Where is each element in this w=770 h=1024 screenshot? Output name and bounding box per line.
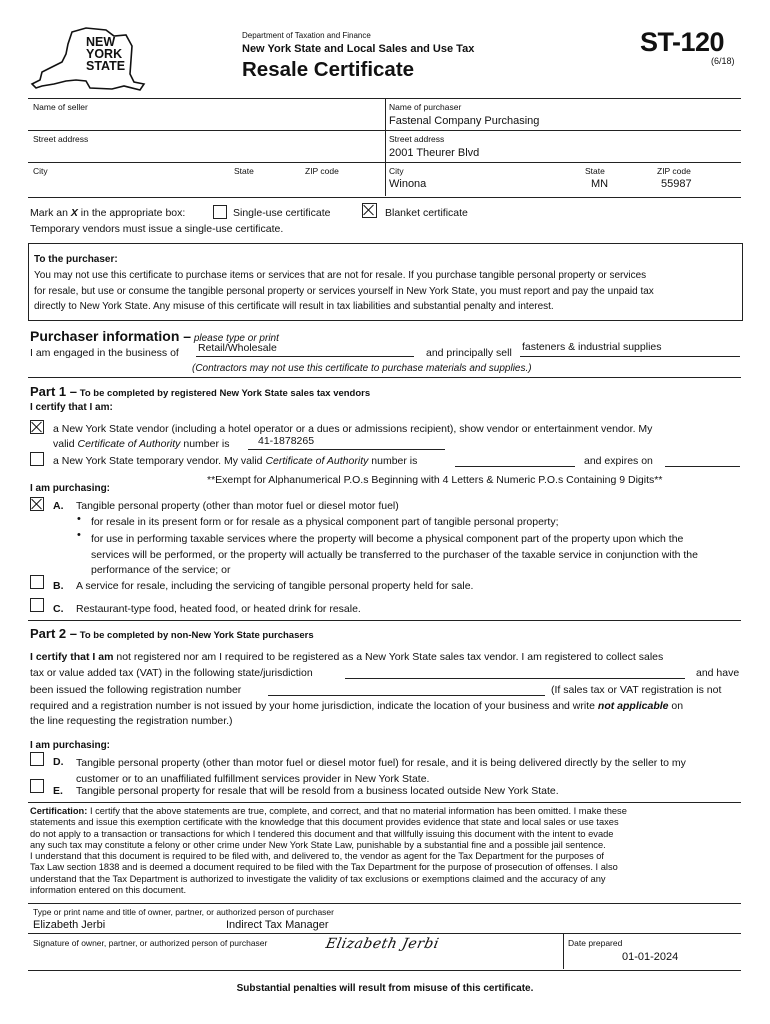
option-e-checkbox[interactable] xyxy=(30,779,44,793)
option-e-text: Tangible personal property for resale that will be resold from a business located outside New York State. xyxy=(76,785,559,797)
notice-line: for resale, but use or consume the tangible personal property or services yourself in New York State, you must report and pay the unpaid tax xyxy=(34,285,654,297)
business-field[interactable] xyxy=(196,344,414,357)
temp-authority-field[interactable] xyxy=(455,453,575,467)
temp-vendor-checkbox[interactable] xyxy=(30,452,44,466)
section-divider xyxy=(28,377,741,378)
form-title: Resale Certificate xyxy=(242,58,415,81)
part1-certify: I certify that I am: xyxy=(30,402,113,413)
section-divider xyxy=(28,802,741,803)
part2-if-note: (If sales tax or VAT registration is not xyxy=(551,684,722,696)
temp-vendor-text: a New York State temporary vendor. My valid xyxy=(53,455,263,467)
purchaser-zip-field[interactable]: 55987 xyxy=(661,178,692,190)
signer-title-field[interactable]: Indirect Tax Manager xyxy=(226,919,329,931)
seller-city-label: City xyxy=(33,166,48,176)
certification-line: information entered on this document. xyxy=(30,885,187,896)
mark-intro-x: X xyxy=(70,207,78,219)
form-number: ST-120 xyxy=(640,27,725,57)
option-b-checkbox[interactable] xyxy=(30,575,44,589)
date-divider xyxy=(563,933,564,969)
bullet-icon: • xyxy=(77,513,81,525)
notice-line: You may not use this certificate to purchase items or services that are not for resale. If you purchase tangible personal property or services xyxy=(34,270,647,281)
seller-street-label: Street address xyxy=(33,134,89,144)
purchaser-info-title: Purchaser information – xyxy=(30,328,192,344)
option-d-line: customer or to an unaffiliated fulfillment services provider in New York State. xyxy=(76,772,430,785)
certification-line: do not apply to a transaction or transactions for which I tendered this document and that willfully issuing this document with the intent to evade xyxy=(30,828,614,839)
not-applicable-text: not applicable xyxy=(597,700,669,712)
vendor-line-2 xyxy=(53,438,229,450)
option-a-bullet-2 xyxy=(91,532,698,579)
bullet-2-line: for use in performing taxable services where the property will become a physical component part of the property upon which the xyxy=(91,533,684,545)
seller-state-label: State xyxy=(234,166,254,176)
certification-heading: Certification: xyxy=(30,806,88,816)
temp-vendor-line xyxy=(53,455,417,467)
footer-warning: Substantial penalties will result from misuse of this certificate. xyxy=(236,983,534,994)
option-d-text xyxy=(76,756,686,787)
part1-heading xyxy=(30,384,370,399)
date-field[interactable]: 01-01-2024 xyxy=(622,951,679,963)
temporary-vendor-note: Temporary vendors must issue a single-use certificate. xyxy=(30,223,284,235)
sell-label: and principally sell xyxy=(426,347,512,359)
purchaser-city-label: City xyxy=(389,166,404,176)
option-b-letter: B. xyxy=(53,580,64,592)
exempt-note: **Exempt for Alphanumerical P.O.s Beginning with 4 Letters & Numeric P.O.s Containing 9 Digits** xyxy=(207,474,663,486)
part2-line-4-text: required and a registration number is not issued by your home jurisdiction, indicate the location of your business and write xyxy=(30,700,595,712)
certification-line: Tax Law section 1838 and is deemed a document required to be filed with the Tax Department for the purpose of prosecution of offenses. I also xyxy=(30,862,618,873)
jurisdiction-field[interactable] xyxy=(345,665,685,679)
authority-number-value: 41-1878265 xyxy=(258,435,315,447)
contractor-note: (Contractors may not use this certificate to purchase materials and supplies.) xyxy=(192,363,532,374)
mark-intro-pre: Mark an xyxy=(30,207,68,219)
part2-title: Part 2 – xyxy=(30,626,77,641)
blanket-checkbox[interactable] xyxy=(362,203,377,218)
part1-subtitle: To be completed by registered New York State sales tax vendors xyxy=(79,388,371,399)
section-divider xyxy=(28,620,741,621)
sell-value: fasteners & industrial supplies xyxy=(522,341,662,353)
purchaser-state-label: State xyxy=(585,166,605,176)
part2-line-5: the line requesting the registration number.) xyxy=(30,715,233,727)
form-subtitle: New York State and Local Sales and Use Tax xyxy=(242,43,475,55)
temp-number-text: number is xyxy=(371,455,418,467)
bullet-icon: • xyxy=(77,529,81,541)
part2-line-1 xyxy=(30,651,663,663)
option-d-line: Tangible personal property (other than motor fuel or diesel motor fuel) for resale, and it is being delivered directly by the seller to my xyxy=(76,757,686,769)
part2-certify: I certify that I am xyxy=(30,651,114,663)
business-label: I am engaged in the business of xyxy=(30,347,179,359)
option-c-text: Restaurant-type food, heated food, or heated drink for resale. xyxy=(76,603,361,615)
vertical-divider xyxy=(385,98,386,196)
purchaser-info-note: please type or print xyxy=(193,333,279,344)
notice-line: directly to New York State. Any misuse of this certificate will result in tax liabilities and substantial penalty and interest. xyxy=(34,301,554,312)
seller-zip-label: ZIP code xyxy=(305,166,339,176)
part2-line-2: tax or value added tax (VAT) in the following state/jurisdiction xyxy=(30,667,313,679)
certification-line: statements and issue this exemption certificate with the knowledge that this document provides evidence that state and local sales or use taxes xyxy=(30,817,619,828)
part2-on-text: on xyxy=(671,700,684,712)
bullet-2-line: performance of the service; or xyxy=(91,564,231,576)
mark-instruction xyxy=(30,207,185,219)
signer-name-field[interactable]: Elizabeth Jerbi xyxy=(33,919,106,931)
option-d-letter: D. xyxy=(53,756,64,768)
part2-heading xyxy=(30,626,314,641)
vendor-line-1: a New York State vendor (including a hotel operator or a dues or admissions recipient), show vendor or entertainment vendor. My xyxy=(53,423,653,435)
certification-line: any such tax may constitute a felony or other crime under New York State Law, punishable by a substantial fine and a possible jail sentence. xyxy=(30,839,606,850)
expires-field[interactable] xyxy=(665,453,740,467)
option-e-letter: E. xyxy=(53,785,63,797)
certification-line: I understand that this document is required to be filed with, and delivered to, the vendor as agent for the Tax Department for the purposes of xyxy=(30,851,604,862)
certification-line: understand that the Tax Department is authorized to investigate the validity of tax exclusions or exemptions claimed and the accuracy of any xyxy=(30,873,606,884)
signature-label: Signature of owner, partner, or authorized person of purchaser xyxy=(33,938,268,948)
option-c-letter: C. xyxy=(53,603,64,615)
option-a-text: Tangible personal property (other than motor fuel or diesel motor fuel) xyxy=(76,500,399,512)
mark-intro-post: in the appropriate box: xyxy=(80,207,186,219)
vendor-certificate-text: Certificate of Authority xyxy=(77,438,181,450)
purchaser-street-label: Street address xyxy=(389,134,445,144)
name-title-label: Type or print name and title of owner, partner, or authorized person of purchaser xyxy=(33,907,334,917)
expires-label: and expires on xyxy=(584,455,653,467)
option-c-checkbox[interactable] xyxy=(30,598,44,612)
part1-purchasing: I am purchasing: xyxy=(30,483,111,494)
ny-vendor-checkbox[interactable] xyxy=(30,420,44,434)
registration-number-field[interactable] xyxy=(268,682,545,696)
sell-field[interactable] xyxy=(520,343,740,357)
part1-title: Part 1 – xyxy=(30,384,77,399)
signature-row-divider xyxy=(28,933,741,934)
option-d-checkbox[interactable] xyxy=(30,752,44,766)
purchaser-zip-label: ZIP code xyxy=(657,166,691,176)
state-logo-text xyxy=(86,36,146,72)
part2-purchasing: I am purchasing: xyxy=(30,740,111,751)
single-use-checkbox[interactable] xyxy=(213,205,227,219)
option-a-checkbox[interactable] xyxy=(30,497,44,511)
purchaser-city-field[interactable]: Winona xyxy=(389,178,427,190)
date-label: Date prepared xyxy=(568,938,623,948)
bullet-2-line: services will be performed, or the property will actually be transferred to the purchaser of the taxable service in conjunction with the xyxy=(91,548,698,561)
logo-line-3: STATE xyxy=(86,59,126,73)
part2-line-3: been issued the following registration number xyxy=(30,684,242,696)
notice-heading: To the purchaser: xyxy=(34,254,118,265)
purchaser-state-field[interactable]: MN xyxy=(591,178,609,190)
notice-body xyxy=(34,268,739,315)
part2-subtitle: To be completed by non-New York State purchasers xyxy=(79,630,314,641)
certification-paragraph xyxy=(30,806,741,896)
logo-line-2: YORK xyxy=(86,47,123,61)
vendor-number-text: number is xyxy=(183,438,230,450)
blanket-label: Blanket certificate xyxy=(385,207,468,219)
row-divider-1 xyxy=(28,130,741,131)
option-a-letter: A. xyxy=(53,500,64,512)
part2-and-have: and have xyxy=(696,667,740,679)
row-divider-2 xyxy=(28,162,741,163)
vendor-valid-text: valid xyxy=(53,438,75,450)
temp-certificate-text: Certificate of Authority xyxy=(265,455,369,467)
part2-line-4 xyxy=(30,700,683,712)
logo-line-1: NEW xyxy=(86,35,116,49)
signature-image: Elizabeth Jerbi xyxy=(324,936,441,952)
certification-line: I certify that the above statements are true, complete, and correct, and that no material information has been omitted. I make these xyxy=(89,806,627,816)
form-revision: (6/18) xyxy=(711,56,735,66)
purchaser-name-field[interactable]: Fastenal Company Purchasing xyxy=(389,115,540,127)
single-use-label: Single-use certificate xyxy=(233,207,331,219)
purchaser-name-label: Name of purchaser xyxy=(389,102,462,112)
business-value: Retail/Wholesale xyxy=(198,342,277,354)
authority-number-field[interactable] xyxy=(248,436,445,450)
option-a-bullet-1: for resale in its present form or for resale as a physical component part of tangible personal property; xyxy=(91,516,559,528)
seller-name-label: Name of seller xyxy=(33,102,88,112)
department-name: Department of Taxation and Finance xyxy=(242,31,371,40)
part2-line-1-text: not registered nor am I required to be registered as a New York State sales tax vendor. I am registered to collect sales xyxy=(116,651,664,663)
purchaser-street-field[interactable]: 2001 Theurer Blvd xyxy=(389,147,480,159)
option-b-text: A service for resale, including the servicing of tangible personal property held for sale. xyxy=(76,580,474,592)
